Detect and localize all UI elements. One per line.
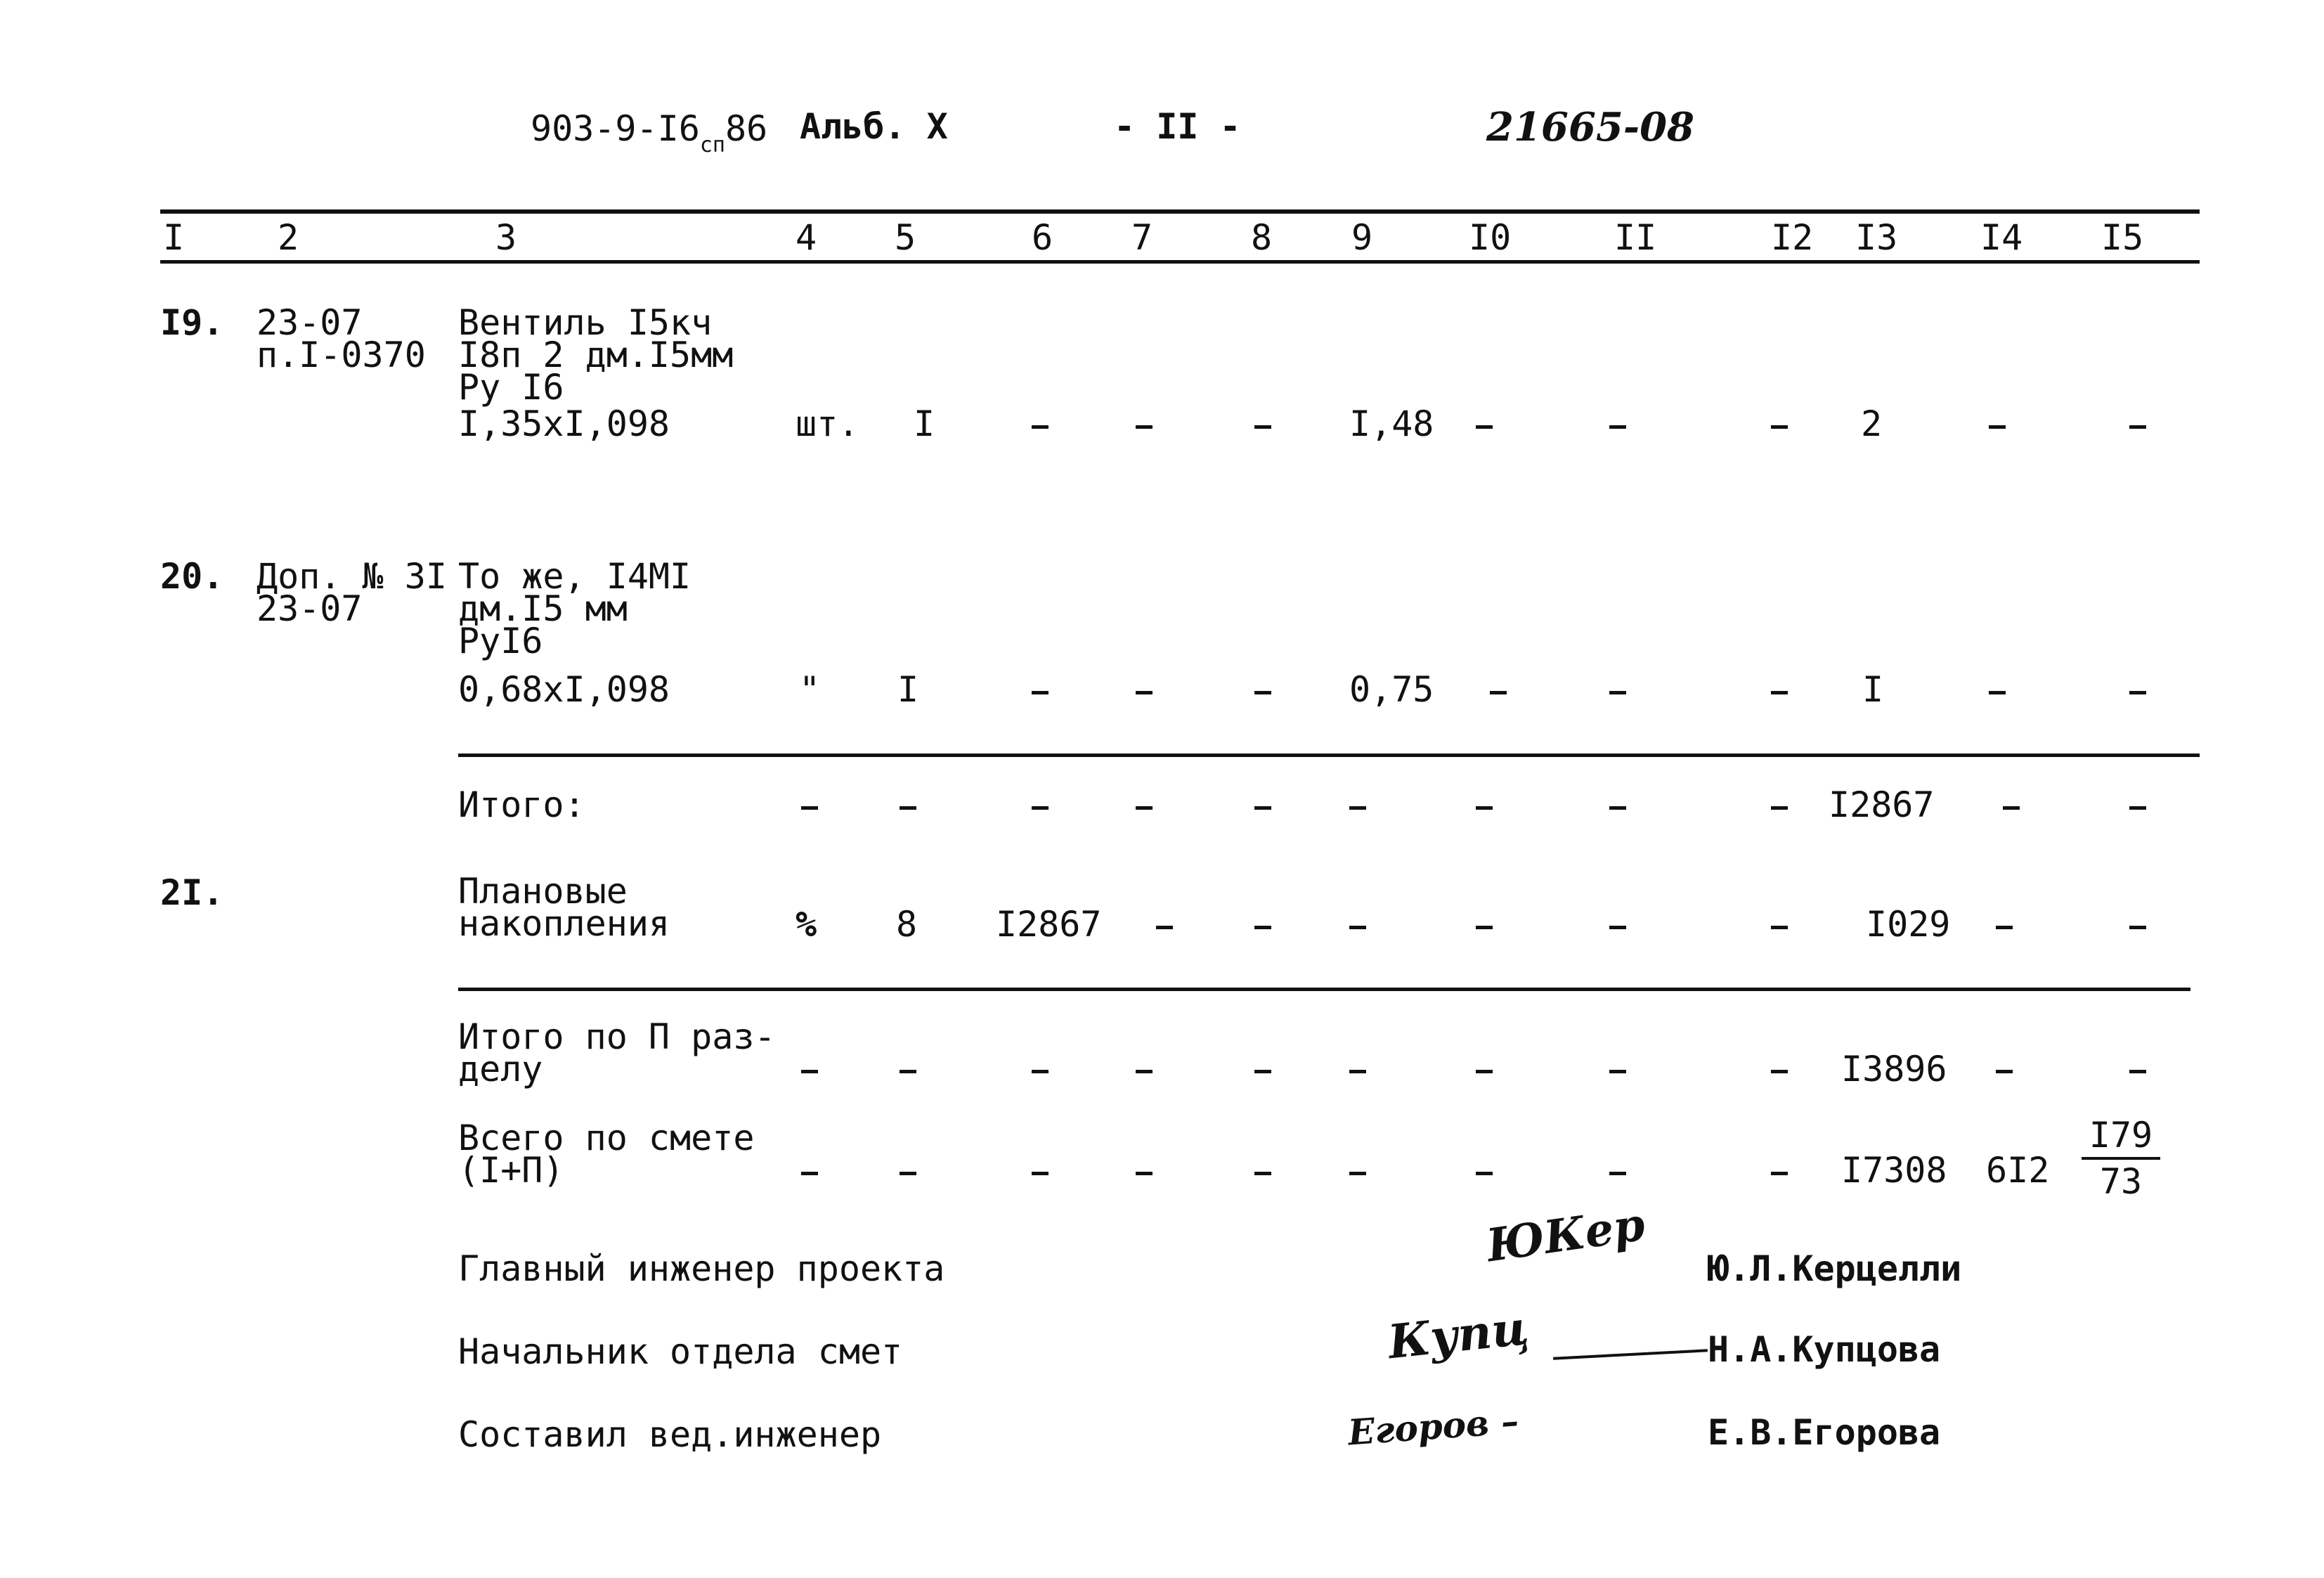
- empty-cell-dash: [1476, 926, 1493, 929]
- empty-cell-dash: [1349, 1070, 1366, 1073]
- empty-cell-dash: [1032, 1172, 1049, 1175]
- row-unit: %: [796, 904, 817, 945]
- empty-cell-dash: [1254, 425, 1271, 429]
- empty-cell-dash: [1254, 1070, 1271, 1073]
- empty-cell-dash: [1989, 691, 2006, 694]
- col-4: 4: [796, 217, 817, 258]
- inventory-number: 21665-08: [1486, 104, 1694, 150]
- col-15: I5: [2101, 217, 2144, 258]
- empty-cell-dash: [2129, 691, 2146, 694]
- empty-cell-dash: [1771, 1070, 1788, 1073]
- signature-role: Начальник отдела смет: [458, 1331, 903, 1372]
- empty-cell-dash: [1349, 806, 1366, 810]
- empty-cell-dash: [1032, 691, 1049, 694]
- empty-cell-dash: [1996, 1070, 2013, 1073]
- row-qty: I: [897, 669, 919, 710]
- doc-code: [531, 108, 768, 157]
- section-rule: [458, 988, 2190, 991]
- row-col13: I029: [1866, 904, 1951, 945]
- empty-cell-dash: [1349, 926, 1366, 929]
- doc-code-main: 903-9-I6: [531, 108, 700, 149]
- empty-cell-dash: [1609, 926, 1626, 929]
- empty-cell-dash: [1254, 1172, 1271, 1175]
- subtotal-label: Итого:: [458, 784, 585, 825]
- empty-cell-dash: [801, 806, 818, 810]
- empty-cell-dash: [1349, 1172, 1366, 1175]
- header-rule-bottom: [160, 260, 2200, 264]
- empty-cell-dash: [1032, 806, 1049, 810]
- col-2: 2: [278, 217, 299, 258]
- row-reference: 23-07 п.I-0370: [257, 302, 426, 375]
- grand-total-col15-fraction: [2072, 1115, 2170, 1202]
- row-col13: I: [1862, 669, 1884, 710]
- col-12: I2: [1771, 217, 1814, 258]
- grand-total-label: Всего по смете (I+П): [458, 1118, 755, 1191]
- row-unit: ": [799, 669, 821, 710]
- subtotal-rule: [458, 754, 2200, 757]
- col-3: 3: [495, 217, 517, 258]
- empty-cell-dash: [1476, 1172, 1493, 1175]
- col-1: I: [163, 217, 185, 258]
- empty-cell-dash: [1136, 1172, 1153, 1175]
- subtotal-col13: I2867: [1829, 784, 1935, 825]
- empty-cell-dash: [2129, 926, 2146, 929]
- row-name: Плановые накопления: [458, 871, 670, 944]
- empty-cell-dash: [2129, 1070, 2146, 1073]
- empty-cell-dash: [1476, 425, 1493, 429]
- grand-total-col13: I7308: [1841, 1150, 1947, 1191]
- row-col6: I2867: [996, 904, 1102, 945]
- row-calc: I,35хI,098: [458, 403, 670, 444]
- row-col9: I,48: [1349, 403, 1434, 444]
- doc-code-year: 86: [725, 108, 768, 149]
- empty-cell-dash: [900, 1070, 916, 1073]
- row-col13: 2: [1861, 403, 1883, 444]
- signature-name: Н.А.Купцова: [1708, 1329, 1941, 1370]
- row-number: 2I.: [160, 872, 224, 913]
- doc-code-sub: сп: [699, 133, 725, 157]
- col-13: I3: [1855, 217, 1898, 258]
- empty-cell-dash: [1989, 425, 2006, 429]
- fraction-numerator: I79: [2089, 1115, 2153, 1156]
- row-qty: 8: [896, 904, 918, 945]
- col-14: I4: [1980, 217, 2023, 258]
- empty-cell-dash: [2003, 806, 2020, 810]
- empty-cell-dash: [900, 1172, 916, 1175]
- col-9: 9: [1351, 217, 1373, 258]
- signature-mark: Купц: [1385, 1300, 1532, 1370]
- empty-cell-dash: [1254, 691, 1271, 694]
- col-6: 6: [1032, 217, 1053, 258]
- row-col9: 0,75: [1349, 669, 1434, 710]
- col-11: II: [1614, 217, 1657, 258]
- row-name: Вентиль I5кч I8п 2 дм.I5мм Ру I6: [458, 302, 734, 408]
- empty-cell-dash: [1771, 691, 1788, 694]
- fraction-denominator: 73: [2099, 1161, 2143, 1202]
- empty-cell-dash: [1609, 806, 1626, 810]
- empty-cell-dash: [1771, 926, 1788, 929]
- signature-mark: ЮКер: [1483, 1198, 1649, 1273]
- empty-cell-dash: [1771, 806, 1788, 810]
- empty-cell-dash: [1032, 425, 1049, 429]
- empty-cell-dash: [1996, 926, 2013, 929]
- row-name: То же, I4МI дм.I5 мм РуI6: [458, 556, 692, 661]
- row-qty: I: [914, 403, 935, 444]
- grand-total-col14: 6I2: [1986, 1150, 2050, 1191]
- empty-cell-dash: [1609, 1172, 1626, 1175]
- section-total-col13: I3896: [1841, 1049, 1947, 1089]
- empty-cell-dash: [1136, 1070, 1153, 1073]
- row-calc: 0,68хI,098: [458, 669, 670, 710]
- col-7: 7: [1131, 217, 1153, 258]
- page-number: - II -: [1114, 106, 1241, 147]
- signature-role: Составил вед.инженер: [458, 1414, 882, 1455]
- signature-role: Главный инженер проекта: [458, 1248, 945, 1289]
- col-5: 5: [895, 217, 916, 258]
- empty-cell-dash: [1136, 691, 1153, 694]
- row-number: I9.: [160, 302, 224, 343]
- row-number: 20.: [160, 556, 224, 597]
- empty-cell-dash: [1490, 691, 1507, 694]
- empty-cell-dash: [1771, 425, 1788, 429]
- col-8: 8: [1251, 217, 1273, 258]
- empty-cell-dash: [1476, 806, 1493, 810]
- fraction-bar: [2082, 1157, 2160, 1160]
- signature-mark: Егоров –: [1346, 1399, 1520, 1454]
- col-10: I0: [1469, 217, 1512, 258]
- row-reference: Доп. № 3I 23-07: [257, 556, 447, 629]
- header-rule-top: [160, 209, 2200, 214]
- empty-cell-dash: [801, 1172, 818, 1175]
- empty-cell-dash: [2129, 806, 2146, 810]
- empty-cell-dash: [1032, 1070, 1049, 1073]
- empty-cell-dash: [1136, 425, 1153, 429]
- empty-cell-dash: [1476, 1070, 1493, 1073]
- empty-cell-dash: [1136, 806, 1153, 810]
- empty-cell-dash: [1609, 425, 1626, 429]
- empty-cell-dash: [1254, 806, 1271, 810]
- empty-cell-dash: [1609, 691, 1626, 694]
- album-label: Альб. X: [800, 106, 948, 147]
- row-unit: шт.: [796, 403, 859, 444]
- empty-cell-dash: [1254, 926, 1271, 929]
- empty-cell-dash: [900, 806, 916, 810]
- empty-cell-dash: [1609, 1070, 1626, 1073]
- signature-name: Ю.Л.Керцелли: [1708, 1248, 1962, 1289]
- signature-name: Е.В.Егорова: [1708, 1412, 1941, 1453]
- empty-cell-dash: [2129, 425, 2146, 429]
- signature-flourish: [1553, 1349, 1708, 1360]
- empty-cell-dash: [1771, 1172, 1788, 1175]
- empty-cell-dash: [1156, 926, 1173, 929]
- empty-cell-dash: [801, 1070, 818, 1073]
- section-total-label: Итого по П раз- делу: [458, 1016, 776, 1089]
